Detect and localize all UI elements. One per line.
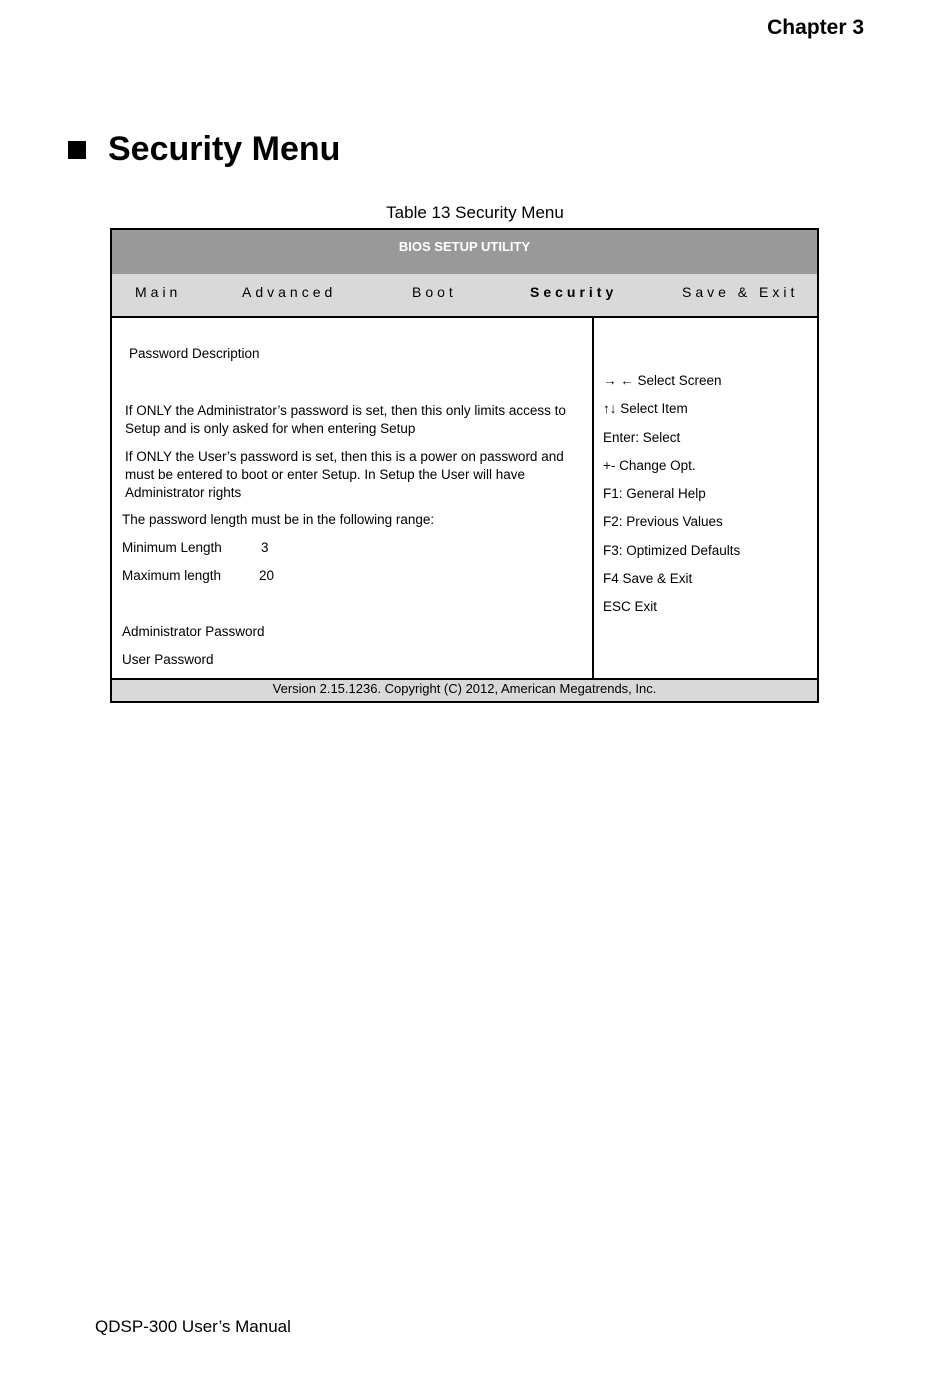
bios-tab-bar bbox=[112, 274, 817, 318]
bios-settings-panel bbox=[112, 316, 594, 680]
admin-password-description: If ONLY the Administrator’s password is set, then this only limits access to Setup and is only asked for when entering Setup bbox=[125, 403, 566, 436]
section-title bbox=[68, 130, 340, 169]
user-password-item[interactable]: User Password bbox=[122, 652, 214, 667]
bios-setup-screen bbox=[110, 228, 819, 703]
help-change-option: +- Change Opt. bbox=[603, 458, 696, 473]
table-caption: Table 13 Security Menu bbox=[386, 203, 564, 222]
minimum-length-label: Minimum Length bbox=[122, 540, 222, 555]
help-optimized-defaults: F3: Optimized Defaults bbox=[603, 543, 741, 558]
password-range-text: The password length must be in the following range: bbox=[122, 512, 435, 527]
maximum-length-label: Maximum length bbox=[122, 568, 222, 583]
bios-version-bar bbox=[112, 678, 817, 701]
help-general-help: F1: General Help bbox=[603, 486, 706, 501]
help-previous-values: F2: Previous Values bbox=[603, 514, 723, 529]
section-title-text: Security Menu bbox=[108, 130, 341, 168]
tab-boot[interactable]: Boot bbox=[412, 284, 457, 300]
password-description-heading: Password Description bbox=[129, 346, 260, 361]
administrator-password-item[interactable]: Administrator Password bbox=[122, 624, 265, 639]
help-select-screen: → ← Select Screen bbox=[603, 373, 722, 388]
chapter-label: Chapter 3 bbox=[767, 16, 864, 39]
page-footer: QDSP-300 User’s Manual bbox=[95, 1317, 291, 1336]
help-esc-exit: ESC Exit bbox=[603, 599, 658, 614]
help-save-exit: F4 Save & Exit bbox=[603, 571, 693, 586]
tab-save-exit[interactable]: Save & Exit bbox=[682, 284, 799, 300]
tab-security[interactable]: Security bbox=[530, 284, 618, 300]
tab-advanced[interactable]: Advanced bbox=[242, 284, 337, 300]
bios-help-panel bbox=[594, 316, 817, 680]
maximum-length-value: 20 bbox=[259, 568, 275, 583]
square-bullet-icon bbox=[68, 141, 86, 159]
bios-title: BIOS SETUP UTILITY bbox=[398, 239, 531, 254]
user-password-description: If ONLY the User’s password is set, then this is a power on password and must be entered to boot or enter Setup. In Setup the User will have Administrator rights bbox=[125, 449, 564, 500]
help-select-item: ↑↓ Select Item bbox=[603, 401, 688, 416]
bios-title-bar bbox=[112, 230, 817, 276]
tab-main[interactable]: Main bbox=[135, 284, 182, 300]
bios-version-text: Version 2.15.1236. Copyright (C) 2012, American Megatrends, Inc. bbox=[272, 681, 657, 696]
help-enter-select: Enter: Select bbox=[603, 430, 681, 445]
minimum-length-value: 3 bbox=[261, 540, 269, 555]
